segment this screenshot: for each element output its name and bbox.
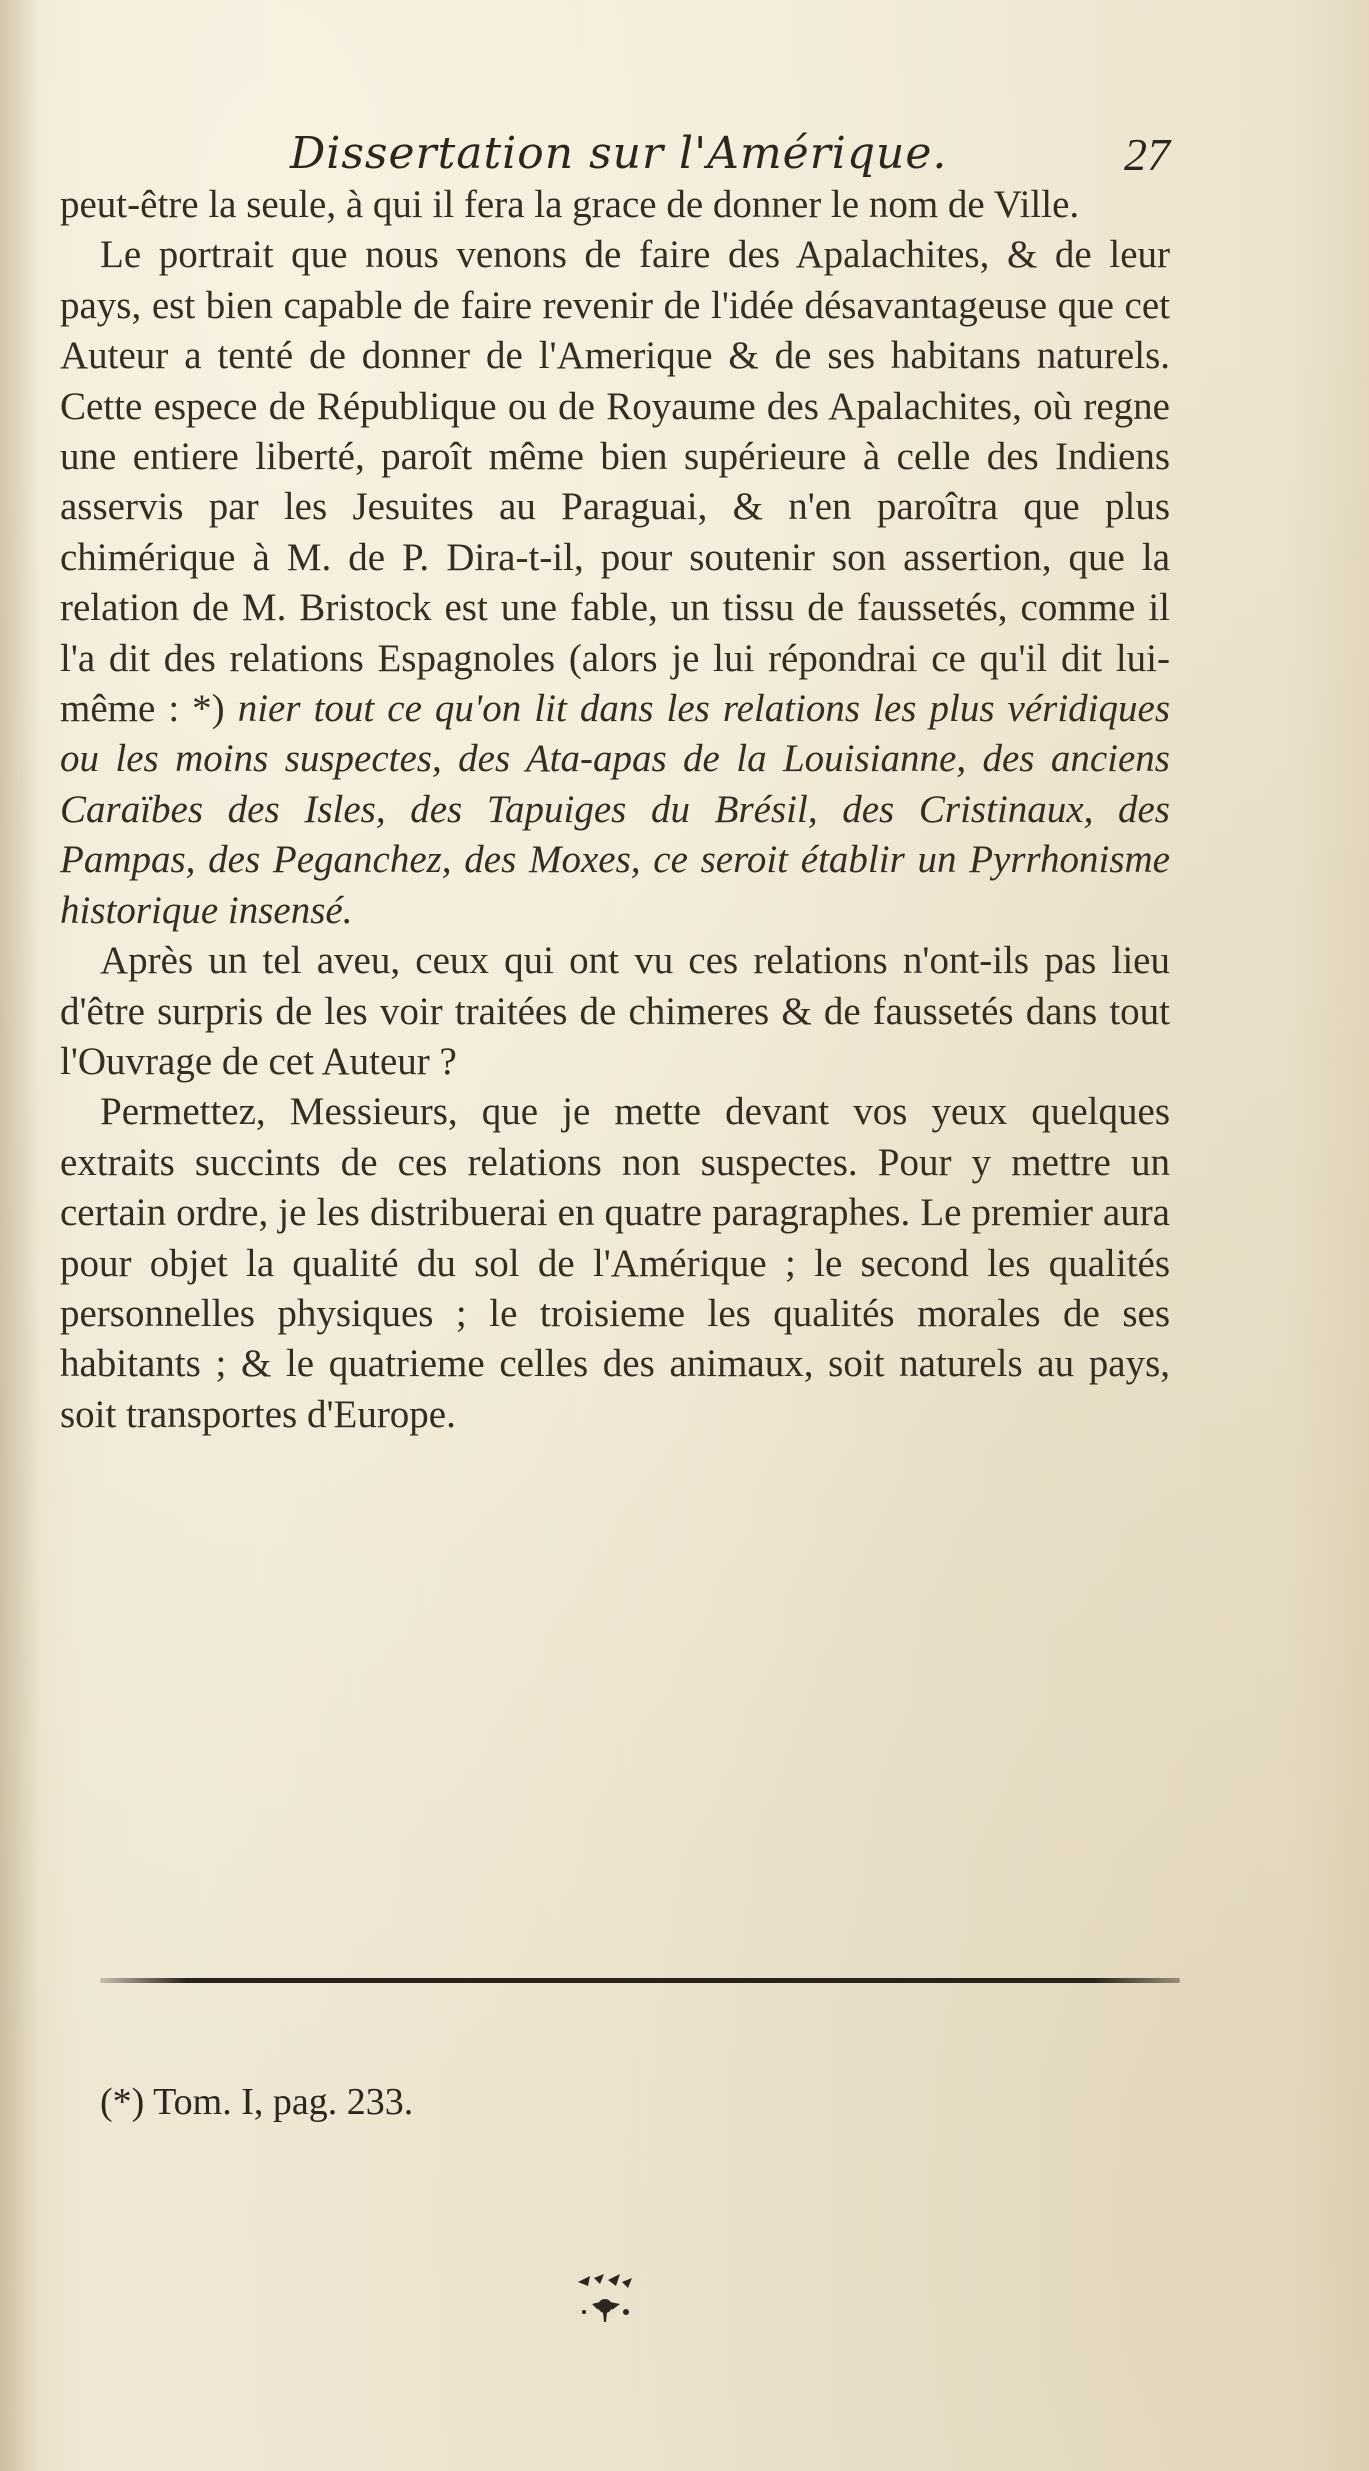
running-title: Dissertation sur l'Amérique. bbox=[290, 128, 948, 179]
body-text bbox=[60, 180, 1170, 1440]
page-spine-shadow bbox=[0, 0, 40, 2471]
page-header bbox=[60, 128, 1170, 188]
footnote-divider bbox=[100, 1978, 1180, 1983]
paragraph-aveu: Après un tel aveu, ceux qui ont vu ces relations n'ont-ils pas lieu d'être surpris de les voir traitées de chimeres & de faussetés dans tout l'Ouvrage de cet Auteur ? bbox=[60, 939, 1170, 1083]
paragraph-apalachites-text: Le portrait que nous venons de faire des Apalachites, & de leur pays, est bien capable de faire revenir de l'idée désavantageuse que cet Auteur a tenté de donner de l'Amerique & de ses habitans naturels. Cette espece de République ou de Royaume des Apalachites, où regne une entiere liberté, paroît même bien supérieure à celle des Indiens asservis par les Jesuites au Paraguai, & n'en paroîtra que plus chimérique à M. de P. Dira-t-il, pour soutenir son assertion, que la relation de M. Bristock est une fable, un tissu de faussetés, comme il l'a dit des relations Espagnoles (alors je lui répondrai ce qu'il dit lui-même : *) bbox=[60, 233, 1170, 731]
paragraph-extraits: Permettez, Messieurs, que je mette devant vos yeux quelques extraits succints de ces relations non suspectes. Pour y mettre un certain ordre, je les distribuerai en quatre paragraphes. Le premier aura pour objet la qualité du sol de l'Amérique ; le second les qualités personnelles physiques ; le troisieme les qualités morales de ses habitants ; & le quatrieme celles des animaux, soit naturels au pays, soit transportes d'Europe. bbox=[60, 1090, 1170, 1436]
italic-quotation: nier tout ce qu'on lit dans les relations les plus véridiques ou les moins suspectes, des Ata-apas de la Louisianne, des anciens Caraïbes des Isles, des Tapuiges du Brésil, des Cristinaux, des Pampas, des Peganchez, des Moxes, ce seroit établir un Pyrrhonisme historique insensé. bbox=[60, 687, 1170, 932]
footnote: (*) Tom. I, pag. 233. bbox=[100, 2081, 414, 2123]
page-number: 27 bbox=[1124, 129, 1170, 180]
paragraph-continued: peut-être la seule, à qui il fera la grace de donner le nom de Ville. bbox=[60, 183, 1080, 226]
paragraph-apalachites bbox=[60, 230, 1170, 936]
printers-ornament-icon bbox=[570, 2268, 640, 2328]
